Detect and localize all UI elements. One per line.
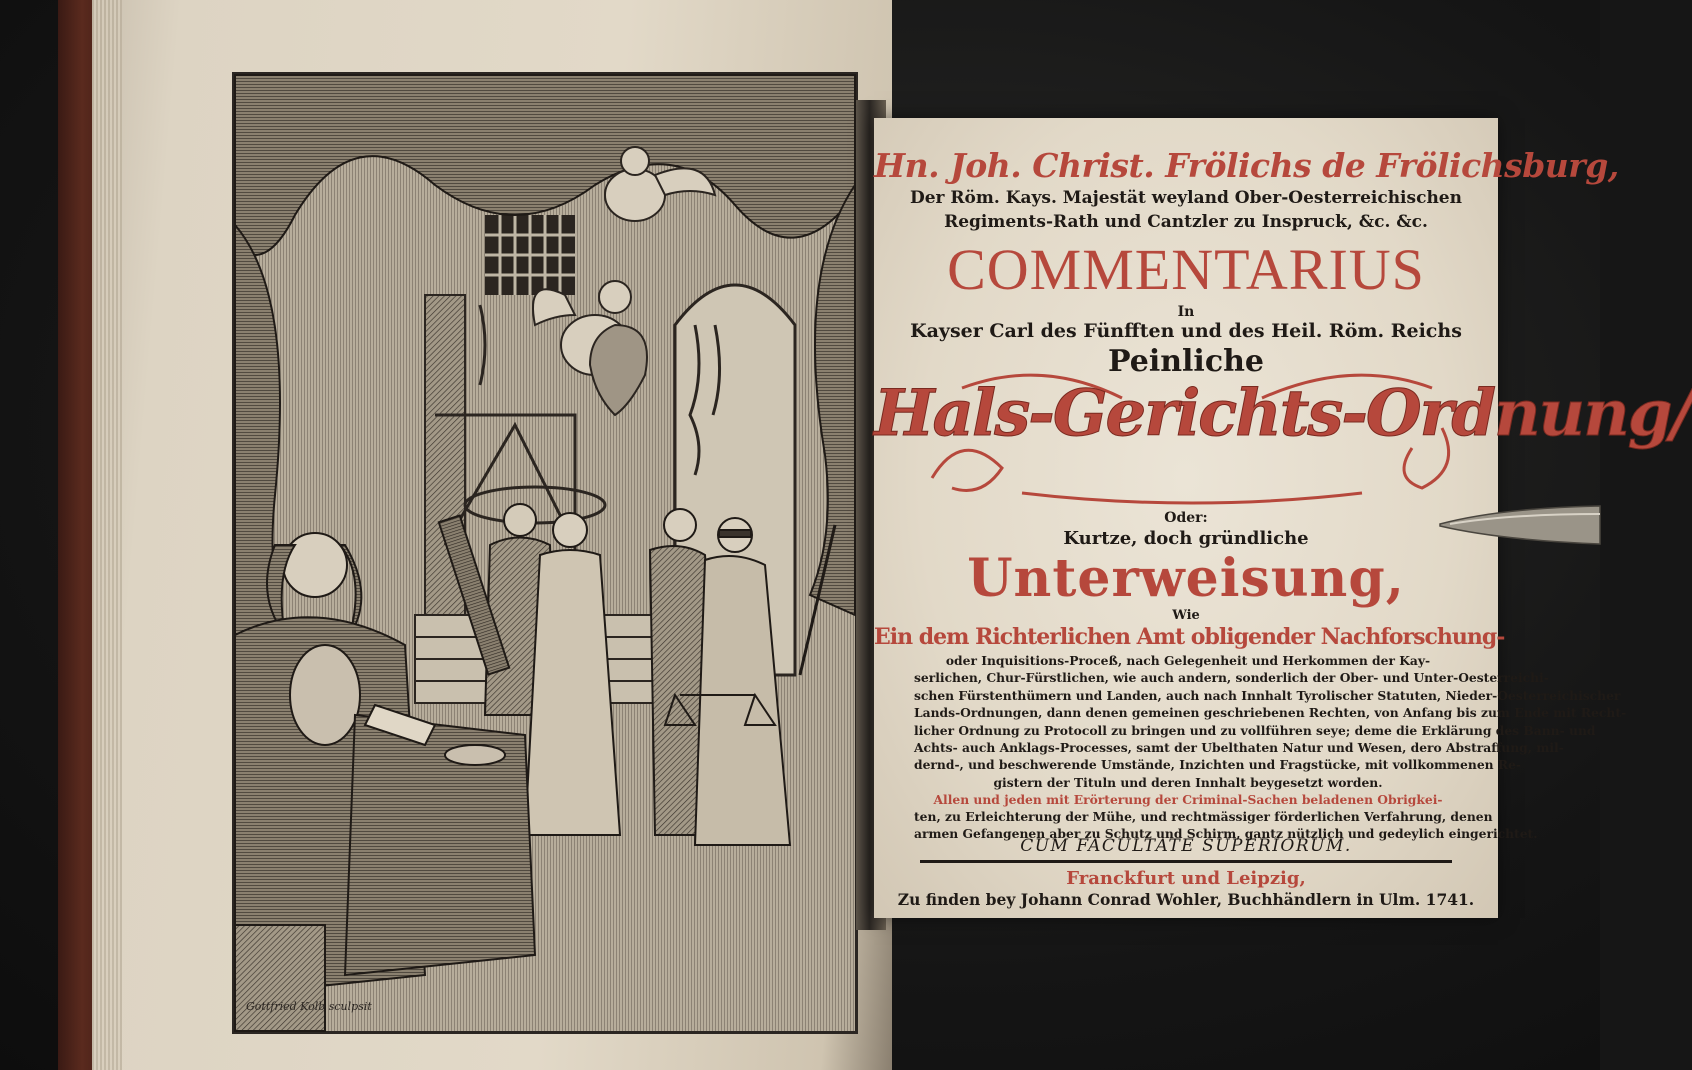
frontispiece-engraving [232, 72, 858, 1034]
amt-line: Ein dem Richterlichen Amt obligender Nachforschung- [874, 624, 1505, 650]
engraving-illustration [235, 75, 855, 1031]
hals-gerichts-ordnung-title: Hals-Gerichts-Ordnung/ [874, 376, 1692, 451]
oder-word: Oder: [1164, 510, 1208, 526]
author-line: Hn. Joh. Christ. Frölichs de Frölichsburg, [874, 146, 1619, 185]
title-block [874, 118, 1692, 918]
imprint-publisher [874, 890, 1498, 909]
engraver-credit: Gottfried Kolb sculpsit [246, 1000, 372, 1013]
office-line-1: Der Röm. Kays. Majestät weyland Ober-Oesterreichischen [910, 188, 1462, 208]
body-line: Lands-Ordnungen, dann denen gemeinen geschriebenen Rechten, von Anfang bis zum Ende mit Recht- [914, 705, 1627, 721]
peinliche-word: Peinliche [1107, 344, 1264, 379]
page-edges [92, 0, 122, 1070]
dedication-paragraph [914, 791, 1538, 842]
dedication-line: ten, zu Erleichterung der Mühe, und rechtmässiger förderlichen Verfahrung, denen [914, 809, 1493, 824]
body-line: serlichen, Chur-Fürstlichen, wie auch andern, sonderlich der Ober- und Unter-Oesterreichi- [914, 670, 1549, 686]
wie-word: Wie [1172, 608, 1200, 623]
in-word: In [1177, 304, 1195, 320]
body-line: licher Ordnung zu Protocoll zu bringen und zu vollführen seye; deme die Erklärung des Bann- und [914, 722, 1596, 738]
imprint-publisher-text: Zu finden bey Johann Conrad Wohler, Buchhändlern in Ulm. [897, 890, 1421, 909]
dedication-line: armen Gefangenen aber zu Schutz und Schirm, gantz nützlich und gedeylich eingerichtet. [914, 826, 1538, 841]
commentarius-heading: COMMENTARIUS [947, 237, 1425, 302]
office-line-2: Regiments-Rath und Cantzler zu Inspruck, &c. &c. [944, 212, 1428, 232]
body-line: gistern der Tituln und deren Innhalt beygesetzt worden. [993, 774, 1383, 790]
body-line: Achts- auch Anklags-Processes, samt der Ubelthaten Natur und Wesen, dero Abstraffung, mil- [914, 740, 1564, 756]
kayser-line: Kayser Carl des Fünfften und des Heil. Röm. Reichs [910, 320, 1462, 342]
body-line: oder Inquisitions-Proceß, nach Gelegenheit und Herkommen der Kay- [945, 653, 1431, 668]
dedication-red-line: Allen und jeden mit Erörterung der Criminal-Sachen beladenen Obrigkei- [933, 792, 1443, 807]
body-line: dernd-, und beschwerende Umstände, Inzichten und Fragstücke, mit vollkommenen Re- [914, 757, 1522, 773]
kurtze-line: Kurtze, doch gründliche [1063, 528, 1309, 549]
imprint-year: 1741. [1425, 890, 1475, 909]
unterweisung-heading: Unterweisung, [967, 548, 1405, 609]
cum-facultate-line: CUM FACULTATE SUPERIORUM. [1020, 836, 1352, 856]
body-line: schen Fürstenthümern und Landen, auch nach Innhalt Tyrolischer Statuten, Nieder-Oesterreichischer [914, 687, 1621, 703]
imprint-rule [920, 860, 1452, 863]
body-paragraph [914, 652, 1627, 791]
metal-pointer [1440, 500, 1600, 550]
title-page [874, 118, 1692, 918]
imprint-place: Franckfurt und Leipzig, [1066, 868, 1306, 889]
